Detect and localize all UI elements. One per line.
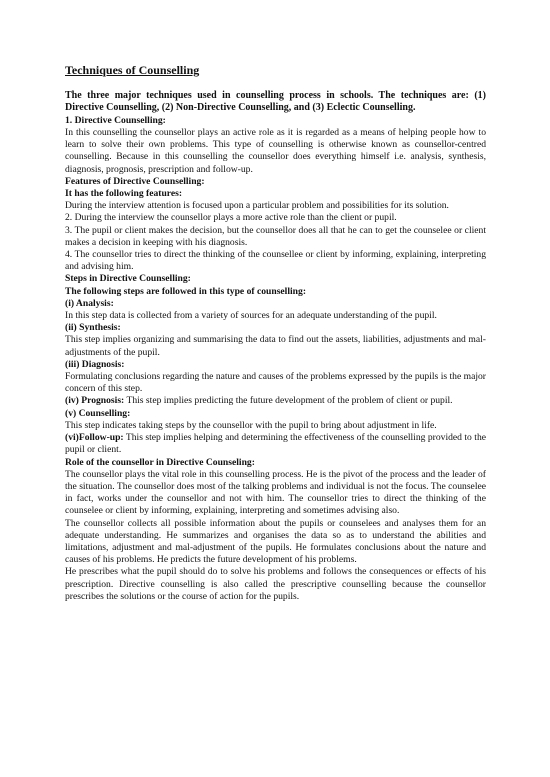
steps-heading: Steps in Directive Counselling: [65, 273, 191, 285]
role-paragraph: He prescribes what the pupil should do to solve his problems and follows the consequences or effects of his prescription. Directive counselling is also called the prescriptive counselling because the counsellor prescribes the solutions or the course of action for the pupils. [65, 566, 486, 602]
role-paragraph: The counsellor plays the vital role in this counselling process. He is the pivot of the process and the leader of the situation. The counsellor does most of the talking problems and individual is not the focus. The counselee in fact, works under the counsellor and not with him. The counsellor tries to direct the thinking of the counselee or client by informing, explaining, interpreting and sometimes advising also. [65, 468, 486, 517]
features-subheading: It has the following features: [65, 188, 183, 200]
intro-paragraph: The three major techniques used in counselling process in schools. The techniques are: (1) Directive Counselling, (2) Non-Directive Counselling, and (3) Eclectic Counselling. [65, 90, 486, 114]
step-text-synthesis: This step implies organizing and summarising the data to find out the assets, liabilities, adjustments and mal-adjustments of the pupil. [65, 334, 486, 358]
step-text-followup: This step implies helping and determining the effectiveness of the counselling provided to the pupil or client. [65, 432, 486, 456]
feature-item: 2. During the interview the counsellor plays a more active role than the client or pupil. [65, 212, 397, 224]
step-heading-analysis: (i) Analysis: [65, 297, 114, 309]
document-body [65, 62, 486, 603]
step-followup [65, 432, 486, 456]
section-heading-directive: 1. Directive Counselling: [65, 114, 166, 126]
role-paragraph: The counsellor collects all possible information about the pupils or counselees and analyses them for an adequate understanding. He summarizes and organises the data so as to understand the abilities and limitations, adjustment and mal-adjustment of the pupils. He formulates conclusions about the nature and causes of his problems. He predicts the future development of his problems. [65, 517, 486, 566]
page-title: Techniques of Counselling [65, 63, 200, 77]
step-text-counselling: This step indicates taking steps by the counsellor with the pupil to bring about adjustment in life. [65, 419, 437, 431]
step-heading-diagnosis: (iii) Diagnosis: [65, 358, 125, 370]
step-text-analysis: In this step data is collected from a variety of sources for an adequate understanding of the pupil. [65, 310, 437, 322]
step-heading-counselling: (v) Counselling: [65, 407, 131, 419]
step-text-diagnosis: Formulating conclusions regarding the nature and causes of the problems expressed by the pupils is the major concern of this step. [65, 371, 486, 395]
feature-item: 4. The counsellor tries to direct the thinking of the counsellee or client by informing, explaining, interpreting and advising him. [65, 249, 486, 273]
feature-item: 3. The pupil or client makes the decision, but the counsellor does all that he can to get the counselee or client makes a decision in keeping with his diagnosis. [65, 224, 486, 248]
step-text-prognosis: This step implies predicting the future development of the problem of client or pupil. [124, 395, 453, 407]
steps-subheading: The following steps are followed in this type of counselling: [65, 285, 307, 297]
role-heading: Role of the counsellor in Directive Counseling: [65, 456, 255, 468]
features-heading: Features of Directive Counselling: [65, 175, 205, 187]
feature-item: During the interview attention is focused upon a particular problem and possibilities for its solution. [65, 200, 449, 212]
step-heading-prognosis: (iv) Prognosis: [65, 395, 125, 407]
step-prognosis [65, 395, 486, 407]
step-heading-synthesis: (ii) Synthesis: [65, 322, 121, 334]
step-heading-followup: (vi)Follow-up: [65, 432, 124, 444]
directive-description: In this counselling the counsellor plays an active role as it is regarded as a means of helping people how to learn to solve their own problems. This type of counselling is otherwise known as counsellor-centred counselling. Because in this counselling the counsellor does everything himself i.e. analysis, synthesis, diagnosis, prognosis, prescription and follow-up. [65, 127, 486, 175]
